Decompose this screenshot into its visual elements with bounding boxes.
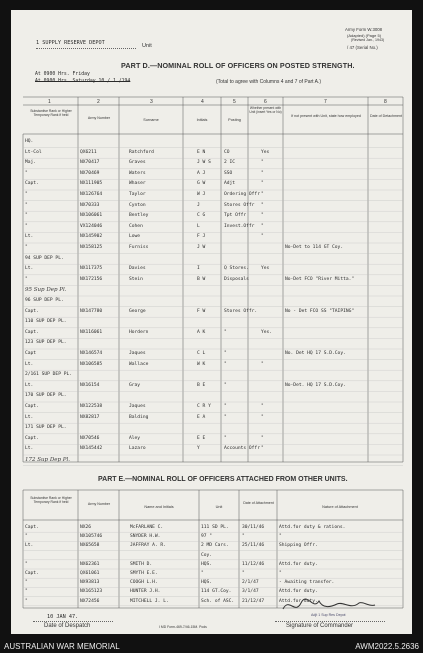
d-cell-rank: Capt. xyxy=(25,435,39,441)
col-num-3: 3 xyxy=(150,99,153,105)
d-cell-num: NX172156 xyxy=(80,276,103,282)
d-cell-rank: 123 SUP DEP PL. xyxy=(25,340,67,346)
col-num-5: 5 xyxy=(233,99,236,105)
d-cell-post: Adjt xyxy=(224,181,236,187)
e-cell-name: SMITH D. xyxy=(130,561,153,567)
d-cell-surname: George xyxy=(129,308,146,314)
e-cell-name: SNYDER H.W. xyxy=(130,534,161,540)
d-cell-rank: 172 Sup Dep Pl. xyxy=(25,457,70,463)
d-cell-surname: Graves xyxy=(129,160,146,166)
d-cell-num: NX111905 xyxy=(80,181,103,187)
d-cell-num: NX117375 xyxy=(80,266,103,272)
e-cell-nature: Shipping Offr. xyxy=(279,543,318,549)
signature-underline xyxy=(275,621,385,622)
footer-id: AWM2022.5.2636 xyxy=(355,642,419,651)
unit-label: Unit xyxy=(142,43,152,49)
d-cell-rank: Lt. xyxy=(25,361,34,367)
part-d-title: PART D.—NOMINAL ROLL OF OFFICERS ON POSTED STRENGTH. xyxy=(121,61,355,70)
despatch-label: Date of Despatch xyxy=(44,623,91,629)
e-cell-unit: 114 GT.Coy. xyxy=(201,589,232,595)
d-cell-post: " xyxy=(224,329,227,335)
d-cell-post: " xyxy=(224,361,227,367)
e-cell-rank: " xyxy=(25,534,28,540)
col-num-1: 1 xyxy=(48,99,51,105)
d-cell-post: Tpt Offr xyxy=(224,213,247,219)
e-cell-unit: HQS. xyxy=(201,580,213,586)
d-cell-rank: " xyxy=(25,202,28,208)
col-num-2: 2 xyxy=(97,99,100,105)
d-cell-rank: 95 Sup Dep Pl. xyxy=(25,287,67,294)
d-cell-post: Stores Offr xyxy=(224,202,255,208)
d-cell-rank: Lt. xyxy=(25,446,34,452)
d-cell-num: NX70469 xyxy=(80,170,100,176)
d-cell-post: " xyxy=(224,404,227,409)
e-cell-rank: Capt. xyxy=(25,571,39,576)
d-cell-post: " xyxy=(224,414,227,420)
d-cell-post: Ordering Offr xyxy=(224,192,260,197)
e-cell-date: " xyxy=(242,534,245,540)
d-cell-init: W J xyxy=(197,192,206,197)
part-e-title: PART E.—NOMINAL ROLL OF OFFICERS ATTACHED FROM OTHER UNITS. xyxy=(98,476,348,483)
part-d-grid xyxy=(11,10,412,634)
e-cell-nature: " xyxy=(279,571,282,576)
d-cell-post: " xyxy=(224,435,227,441)
d-cell-remark: No - Det FCO SS "TAIPING" xyxy=(285,308,355,314)
d-cell-num: NX106061 xyxy=(80,213,103,219)
d-cell-rank: " xyxy=(25,170,28,176)
archive-footer xyxy=(0,641,423,653)
d-cell-num: NX147780 xyxy=(80,308,103,314)
d-cell-yes: " xyxy=(261,202,264,208)
col-label-surname: Surname xyxy=(143,118,159,122)
d-cell-rank: 110 SUP DEP PL. xyxy=(25,319,67,325)
d-cell-yes: " xyxy=(261,234,264,240)
e-col-label-date: Date of Attachment xyxy=(243,501,274,505)
d-cell-surname: Taylor xyxy=(129,192,146,197)
e-cell-nature: Attd.for duty. xyxy=(279,561,318,567)
e-cell-nature: Attd.for duty & rations. xyxy=(279,525,346,530)
d-cell-num: NX82817 xyxy=(80,414,100,420)
d-cell-init: J W S xyxy=(197,160,211,166)
d-cell-surname: Lazaro xyxy=(129,446,146,452)
d-cell-rank: Lt-Col xyxy=(25,149,42,155)
d-cell-init: E N xyxy=(197,149,206,155)
d-cell-rank: Capt. xyxy=(25,404,39,409)
d-cell-rank: 171 SUP DEP PL. xyxy=(25,425,67,431)
d-cell-num: NX146574 xyxy=(80,351,103,356)
e-cell-unit: " xyxy=(201,571,204,576)
e-cell-num: NX65658 xyxy=(80,543,100,549)
e-cell-name: COOGH L.H. xyxy=(130,580,158,586)
d-cell-surname: Jaques xyxy=(129,351,146,356)
d-cell-rank: " xyxy=(25,192,28,197)
d-cell-rank: Lt. xyxy=(25,266,34,272)
col-num-4: 4 xyxy=(201,99,204,105)
e-cell-unit: 2 MD Cars. xyxy=(201,543,229,549)
d-cell-surname: Davies xyxy=(129,266,146,272)
d-cell-init: I xyxy=(197,266,200,272)
d-cell-num: NX70333 xyxy=(80,202,100,208)
e-cell-unit: 111 SD PL. xyxy=(201,525,229,530)
e-cell-rank: " xyxy=(25,580,28,586)
col-label-number: Army Number xyxy=(87,116,111,120)
e-cell-rank: " xyxy=(25,589,28,595)
e-cell-date: 25/11/46 xyxy=(242,543,265,549)
e-cell-num: NX26 xyxy=(80,525,92,530)
despatch-underline xyxy=(33,621,113,622)
e-cell-num: NX62361 xyxy=(80,561,100,567)
e-cell-unit: HQS. xyxy=(201,561,213,567)
printer-line: I MD Form-469-7/46-15M. Pods xyxy=(159,625,207,629)
d-cell-rank: 96 SUP DEP PL. xyxy=(25,298,64,303)
d-cell-yes: " xyxy=(261,414,264,420)
d-cell-surname: Furniss xyxy=(129,245,149,250)
d-cell-rank: Capt. xyxy=(25,329,39,335)
col-label-posting: Posting xyxy=(228,118,241,122)
form-sheet xyxy=(11,10,412,634)
col-label-present: Whether present with Unit (insert Yes or No) xyxy=(249,106,282,114)
col-label-detachment: Date of Detachment xyxy=(370,114,402,118)
e-col-label-number: Army Number xyxy=(87,502,111,506)
d-cell-init: C R Y xyxy=(197,404,211,409)
d-cell-yes: Yes xyxy=(261,149,270,155)
col-num-6: 6 xyxy=(264,99,267,105)
d-cell-post: " xyxy=(224,382,227,388)
d-cell-rank: 2/161 SUP DEP PL. xyxy=(25,372,73,378)
d-cell-post: SSO xyxy=(224,170,233,176)
e-cell-num: NX93813 xyxy=(80,580,100,586)
d-cell-post: Disposals xyxy=(224,276,249,282)
e-cell-unit: Coy. xyxy=(201,552,213,558)
d-cell-surname: Gray xyxy=(129,382,141,388)
e-cell-date: 21/12/47 xyxy=(242,598,265,604)
form-revised: (Revised Jan., 1943) xyxy=(351,38,385,42)
e-cell-nature: Attd.for duty. xyxy=(279,598,318,604)
e-cell-date: 11/12/46 xyxy=(242,561,265,567)
d-cell-yes: " xyxy=(261,170,264,176)
e-cell-nature: - Awaiting transfer. xyxy=(279,580,335,586)
col-num-7: 7 xyxy=(324,99,327,105)
d-cell-post: " xyxy=(224,351,227,356)
d-cell-rank: " xyxy=(25,213,28,219)
d-cell-init: E E xyxy=(197,435,206,441)
d-cell-init: J W xyxy=(197,245,206,250)
d-cell-yes: " xyxy=(261,223,264,229)
d-cell-yes: " xyxy=(261,404,264,409)
d-cell-yes: Yes. xyxy=(261,329,273,335)
e-cell-nature: " xyxy=(279,534,282,540)
d-cell-num: NX106585 xyxy=(80,361,103,367)
col-num-8: 8 xyxy=(384,99,387,105)
d-cell-init: F J xyxy=(197,234,206,240)
e-cell-rank: " xyxy=(25,598,28,604)
d-cell-init: B E xyxy=(197,382,206,388)
d-cell-remark: No-Det to 114 GT Coy. xyxy=(285,245,344,250)
e-cell-name: JAFFRAY A. R. xyxy=(130,543,166,549)
at-line-1: At 0900 Hrs. Friday xyxy=(35,72,90,77)
d-cell-init: C L xyxy=(197,351,206,356)
d-cell-num: NX122538 xyxy=(80,404,103,409)
d-cell-surname: Bentley xyxy=(129,213,149,219)
d-cell-surname: Cynton xyxy=(129,202,146,208)
e-col-label-rank: Substantive Rank or Higher Temporary Rank if held xyxy=(30,496,72,504)
d-cell-surname: Stein xyxy=(129,276,143,282)
e-cell-name: MITCHELL J. L. xyxy=(130,598,169,604)
d-cell-num: QX6211 xyxy=(80,149,97,155)
d-cell-remark: No. Det HQ 17 S.D.Coy. xyxy=(285,351,346,356)
d-cell-surname: Hordern xyxy=(129,329,149,335)
d-cell-init: A K xyxy=(197,329,206,335)
e-cell-unit: 97 " xyxy=(201,534,213,540)
d-cell-rank: Lt. xyxy=(25,234,34,240)
d-cell-rank: " xyxy=(25,245,28,250)
d-cell-rank: Capt xyxy=(25,351,37,356)
e-cell-name: McFARLANE C. xyxy=(130,525,164,530)
d-cell-init: B W xyxy=(197,276,206,282)
e-cell-name: SMYTH E.E. xyxy=(130,571,158,576)
e-cell-date: 3/1/47 xyxy=(242,589,259,595)
d-cell-surname: Ratchford xyxy=(129,149,154,155)
footer-source: AUSTRALIAN WAR MEMORIAL xyxy=(4,642,120,651)
d-cell-init: G W xyxy=(197,181,206,187)
despatch-date: 10 JAN 47. xyxy=(47,614,79,620)
d-cell-init: W K xyxy=(197,361,206,367)
d-cell-surname: Lowe xyxy=(129,234,141,240)
e-cell-rank: Capt. xyxy=(25,525,39,530)
e-col-label-name: Name and Initials xyxy=(144,505,174,509)
d-cell-surname: Waters xyxy=(129,170,146,176)
d-cell-remark: No-Det. HQ 17 S.D.Coy. xyxy=(285,382,346,388)
d-cell-rank: 170 SUP DEP PL. xyxy=(25,393,67,399)
d-cell-post: Accounts Offr xyxy=(224,446,260,452)
d-cell-post: Stores Offr. xyxy=(224,308,258,314)
d-cell-num: NX158125 xyxy=(80,245,103,250)
d-cell-rank: 94 SUP DEP PL. xyxy=(25,255,64,261)
d-cell-init: L xyxy=(197,223,200,229)
d-cell-surname: Wallace xyxy=(129,361,149,367)
d-cell-yes: " xyxy=(261,446,264,452)
col-label-initials: Initials xyxy=(196,118,208,122)
d-cell-init: E A xyxy=(197,414,206,420)
d-cell-num: VX124046 xyxy=(80,223,103,229)
d-cell-yes: " xyxy=(261,192,264,197)
d-cell-rank: " xyxy=(25,276,28,282)
d-cell-init: A J xyxy=(197,170,206,176)
d-cell-yes: " xyxy=(261,181,264,187)
d-cell-num: NX126764 xyxy=(80,192,103,197)
d-cell-num: NX70417 xyxy=(80,160,100,166)
d-cell-yes: " xyxy=(261,361,264,367)
d-cell-rank: Lt. xyxy=(25,414,34,420)
d-cell-post: Q Stores. xyxy=(224,266,249,272)
e-cell-nature: Attd.for duty. xyxy=(279,589,318,595)
d-cell-post: Invest.Offr xyxy=(224,223,255,229)
e-cell-num: QX61061 xyxy=(80,571,100,576)
d-cell-init: C G xyxy=(197,213,206,219)
army-form-number: Army Form W.3008 xyxy=(345,27,383,32)
e-cell-num: NX105746 xyxy=(80,534,103,540)
d-cell-rank: Maj. xyxy=(25,160,37,166)
d-cell-num: NX70546 xyxy=(80,435,100,441)
serial-number: / 47 (Serial No.) xyxy=(347,45,378,50)
adjutant-stamp: Adjt 1 Sup Res Depot xyxy=(311,613,346,617)
d-cell-remark: No-Det FCO "River Mitta." xyxy=(285,276,355,282)
e-cell-num: NX72456 xyxy=(80,598,100,604)
d-cell-yes: " xyxy=(261,160,264,166)
e-cell-date: 2/1/47 xyxy=(242,580,259,586)
d-cell-rank: HQ. xyxy=(25,139,34,144)
e-cell-name: HUNTER J.H. xyxy=(130,589,161,595)
d-cell-post: CO xyxy=(224,149,230,155)
e-cell-rank: Lt. xyxy=(25,543,34,549)
e-col-label-nature: Nature of Attachment xyxy=(322,505,358,509)
e-cell-rank: " xyxy=(25,561,28,567)
d-cell-init: F W xyxy=(197,308,206,314)
d-cell-yes: " xyxy=(261,213,264,219)
d-cell-rank: " xyxy=(25,223,28,229)
col-label-employed: If not present with Unit, state how employed xyxy=(291,114,361,118)
d-cell-init: J xyxy=(197,202,200,208)
at-line-2: At 0900 Hrs. Saturday 10 / 1 /194 xyxy=(35,79,131,84)
d-cell-rank: Capt. xyxy=(25,181,39,187)
commander-label: Signature of Commander xyxy=(286,623,354,629)
d-cell-init: Y xyxy=(197,446,200,452)
form-adapted: (Adapted) (Page 5) xyxy=(347,33,382,38)
d-cell-yes: Yes xyxy=(261,266,270,272)
total-note: (Total to agree with Columns 4 and 7 of Part A.) xyxy=(216,79,322,85)
e-cell-unit: Sch. of ASC. xyxy=(201,598,235,604)
d-cell-num: NX116061 xyxy=(80,329,103,335)
d-cell-post: 2 IC xyxy=(224,160,236,166)
d-cell-surname: Balding xyxy=(129,414,149,420)
d-cell-surname: Whaser xyxy=(129,181,146,187)
unit-name: 1 SUPPLY RESERVE DEPOT xyxy=(36,40,105,46)
d-cell-surname: Cohen xyxy=(129,223,143,229)
d-cell-surname: Jaques xyxy=(129,404,146,409)
d-cell-num: NX16154 xyxy=(80,382,100,388)
e-col-label-unit: Unit xyxy=(215,505,223,509)
d-cell-yes: " xyxy=(261,435,264,441)
d-cell-rank: Lt. xyxy=(25,382,34,388)
d-cell-num: NX145902 xyxy=(80,234,103,240)
d-cell-rank: Capt. xyxy=(25,308,39,314)
e-cell-date: 30/11/46 xyxy=(242,525,265,530)
e-cell-date: " xyxy=(242,571,245,576)
col-label-rank: Substantive Rank or Higher Temporary Rank if held xyxy=(30,109,72,117)
e-cell-num: NX165123 xyxy=(80,589,103,595)
d-cell-num: NX145442 xyxy=(80,446,103,452)
d-cell-surname: Aley xyxy=(129,435,141,441)
